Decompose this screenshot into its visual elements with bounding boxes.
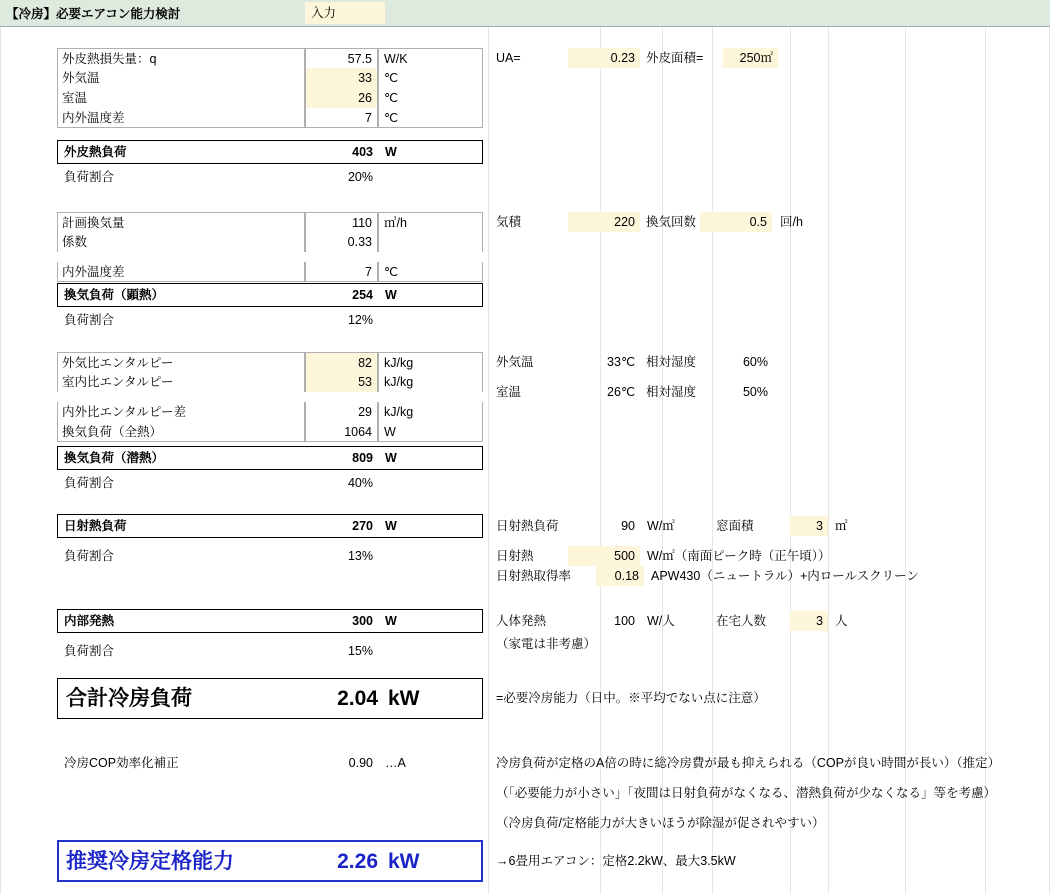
ua-label: UA= [496,51,521,65]
internal-result-value: 300 [352,614,373,628]
envelope-ratio-value: 20% [347,170,373,184]
envelope-row-unit: ℃ [378,108,483,128]
vent-latent-row-value-input[interactable]: 82 [305,352,378,372]
solar-gain-ratio-value-input[interactable]: 0.18 [596,566,644,586]
recommended-capacity-label: 推奨冷房定格能力 [66,850,234,873]
outdoor-temp-label: 外気温 [496,355,534,369]
solar-load-value: 90 [621,519,635,533]
envelope-row-value: 7 [305,108,378,128]
envelope-row-label: 内外温度差 [57,108,305,128]
solar-load-unit: W/㎡ [647,519,675,533]
total-load-value: 2.04 [337,687,378,710]
vent-latent-ratio-value: 40% [347,476,373,490]
solar-radiation-label: 日射熱 [496,549,534,563]
vent-latent-result-label: 換気負荷（潜熱） [64,451,165,465]
vent-sensible-ratio-label: 負荷割合 [64,313,115,327]
cop-label: 冷房COP効率化補正 [64,756,179,770]
outdoor-temp-value: 33℃ [607,355,635,369]
cop-value: 0.90 [348,756,373,770]
solar-ratio-label: 負荷割合 [64,549,115,563]
air-change-value-input[interactable]: 0.5 [700,212,772,232]
air-change-unit: 回/h [780,215,803,229]
solar-result-label: 日射熱負荷 [64,519,127,533]
envelope-ratio-label: 負荷割合 [64,170,115,184]
envelope-row-unit: W/K [378,48,483,68]
cop-unit: …A [385,756,406,770]
recommended-capacity-unit: kW [388,850,420,873]
window-area-label: 窓面積 [716,519,754,533]
body-heat-value: 100 [614,614,635,628]
vent-sensible-row-label: 計画換気量 [57,212,305,232]
internal-result-unit: W [385,614,397,628]
air-volume-value-input[interactable]: 220 [568,212,640,232]
vent-sensible-row-value: 110 [305,212,378,232]
room-humidity-label: 相対湿度 [646,385,697,399]
room-temp-value: 26℃ [607,385,635,399]
vent-latent-result-unit: W [385,451,397,465]
occupants-value-input[interactable]: 3 [790,611,828,631]
envelope-result-unit: W [385,145,397,159]
vent-latent-row-unit: W [378,422,483,442]
room-humidity-value: 50% [742,385,768,399]
envelope-result-value: 403 [352,145,373,159]
grid-vline [0,0,1,894]
solar-radiation-unit: W/㎡（南面ピーク時（正午頃）） [647,549,831,563]
vent-sensible-row-value: 0.33 [305,232,378,252]
vent-sensible-row-unit: ℃ [378,262,483,282]
envelope-area-value-input[interactable]: 250㎡ [723,48,778,68]
air-change-label: 換気回数 [646,215,697,229]
internal-ratio-label: 負荷割合 [64,644,115,658]
envelope-result-label: 外皮熱負荷 [64,145,127,159]
vent-latent-row-unit: kJ/kg [378,402,483,422]
envelope-row-label: 室温 [57,88,305,108]
envelope-row-value-input[interactable]: 33 [305,68,378,88]
solar-result-unit: W [385,519,397,533]
air-volume-label: 気積 [496,215,522,229]
occupants-label: 在宅人数 [716,614,767,628]
body-heat-label: 人体発熱 [496,614,547,628]
vent-latent-ratio-label: 負荷割合 [64,476,115,490]
total-load-unit: kW [388,687,420,710]
internal-ratio-value: 15% [347,644,373,658]
cop-note: （冷房負荷/定格能力が大きいほうが除湿が促されやすい） [496,816,825,830]
envelope-row-label: 外皮熱損失量：q [57,48,305,68]
vent-latent-row-value: 29 [305,402,378,422]
vent-latent-result-value: 809 [352,451,373,465]
vent-sensible-result-unit: W [385,288,397,302]
vent-latent-row-label: 室内比エンタルピー [57,372,305,392]
vent-sensible-row-unit: ㎥/h [378,212,483,232]
envelope-row-unit: ℃ [378,68,483,88]
envelope-row-value-input[interactable]: 26 [305,88,378,108]
total-load-note: =必要冷房能力（日中。※平均でない点に注意） [496,691,766,705]
internal-result-label: 内部発熱 [64,614,115,628]
solar-gain-ratio-label: 日射熱取得率 [496,569,572,583]
vent-sensible-result-label: 換気負荷（顕熱） [64,288,165,302]
page-title: 【冷房】必要エアコン能力検討 [6,7,181,21]
vent-latent-row-unit: kJ/kg [378,372,483,392]
total-load-label: 合計冷房負荷 [66,687,192,710]
vent-sensible-row-label: 内外温度差 [57,262,305,282]
appliance-note: （家電は非考慮） [496,637,597,651]
solar-radiation-value-input[interactable]: 500 [568,546,640,566]
recommended-capacity-value: 2.26 [337,850,378,873]
outdoor-humidity-label: 相対湿度 [646,355,697,369]
body-heat-unit: W/人 [647,614,675,628]
envelope-row-unit: ℃ [378,88,483,108]
occupants-unit: 人 [835,614,848,628]
vent-latent-row-label: 外気比エンタルピー [57,352,305,372]
vent-sensible-result-value: 254 [352,288,373,302]
grid-vline [488,0,489,894]
vent-latent-row-value-input[interactable]: 53 [305,372,378,392]
solar-load-label: 日射熱負荷 [496,519,559,533]
window-area-value-input[interactable]: 3 [790,516,828,536]
solar-ratio-value: 13% [347,549,373,563]
solar-gain-ratio-note: APW430（ニュートラル）+内ロールスクリーン [651,569,919,583]
cop-note: 冷房負荷が定格のA倍の時に総冷房費が最も抑えられる（COPが良い時間が長い）（推定） [496,756,1001,770]
outdoor-humidity-value: 60% [742,355,768,369]
recommended-capacity-note: →6畳用エアコン：定格2.2kW、最大3.5kW [496,854,736,868]
solar-result-value: 270 [352,519,373,533]
input-legend-badge: 入力 [305,2,385,24]
vent-sensible-ratio-value: 12% [347,313,373,327]
vent-sensible-row-value: 7 [305,262,378,282]
vent-sensible-row-unit [378,232,483,252]
ua-value-input[interactable]: 0.23 [568,48,640,68]
window-area-unit: ㎡ [835,519,848,533]
cop-note: （「必要能力が小さい」「夜間は日射負荷がなくなる、潜熱負荷が少なくなる」等を考慮） [496,786,997,800]
vent-sensible-row-label: 係数 [57,232,305,252]
room-temp-label: 室温 [496,385,522,399]
envelope-row-value: 57.5 [305,48,378,68]
vent-latent-row-unit: kJ/kg [378,352,483,372]
vent-latent-row-label: 内外比エンタルピー差 [57,402,305,422]
envelope-area-label: 外皮面積= [646,51,704,65]
vent-latent-row-label: 換気負荷（全熱） [57,422,305,442]
vent-latent-row-value: 1064 [305,422,378,442]
envelope-row-label: 外気温 [57,68,305,88]
